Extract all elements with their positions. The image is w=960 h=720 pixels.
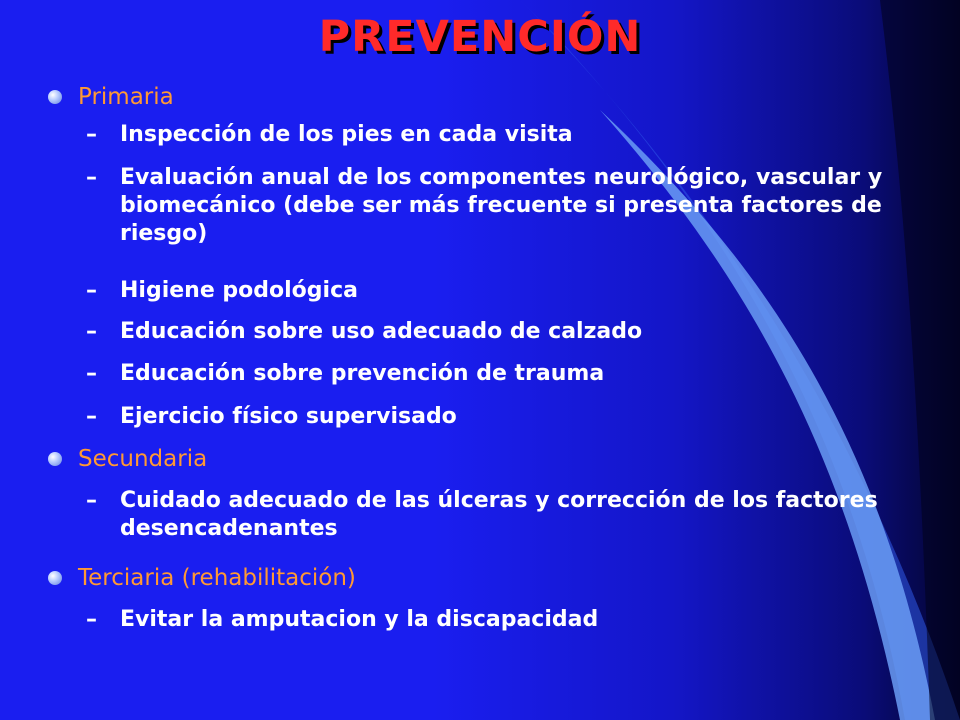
- list-item: Evitar la amputacion y la discapacidad: [120, 607, 599, 632]
- bullet-icon: [48, 90, 62, 104]
- list-item: Cuidado adecuado de las úlceras y corrección de los factores desencadenantes: [120, 488, 878, 541]
- section-secundaria-label: Secundaria: [78, 446, 208, 472]
- bullet-icon: [48, 452, 62, 466]
- list-item: Higiene podológica: [120, 278, 358, 303]
- list-item: Educación sobre uso adecuado de calzado: [120, 319, 643, 344]
- dash-icon: –: [86, 319, 97, 344]
- dash-icon: –: [86, 165, 97, 190]
- dash-icon: –: [86, 278, 97, 303]
- bullet-icon: [48, 571, 62, 585]
- dash-icon: –: [86, 488, 97, 513]
- section-primaria-label: Primaria: [78, 84, 174, 110]
- list-item: Ejercicio físico supervisado: [120, 404, 457, 429]
- list-item: Educación sobre prevención de trauma: [120, 361, 605, 386]
- slide-title: PREVENCIÓN: [318, 12, 642, 62]
- dash-icon: –: [86, 361, 97, 386]
- list-item: Evaluación anual de los componentes neurológico, vascular y biomecánico (debe ser más frecuente si presenta factores de riesgo): [120, 165, 883, 246]
- dash-icon: –: [86, 122, 97, 147]
- section-terciaria-label: Terciaria (rehabilitación): [78, 565, 356, 591]
- dash-icon: –: [86, 404, 97, 429]
- list-item: Inspección de los pies en cada visita: [120, 122, 573, 147]
- dash-icon: –: [86, 607, 97, 632]
